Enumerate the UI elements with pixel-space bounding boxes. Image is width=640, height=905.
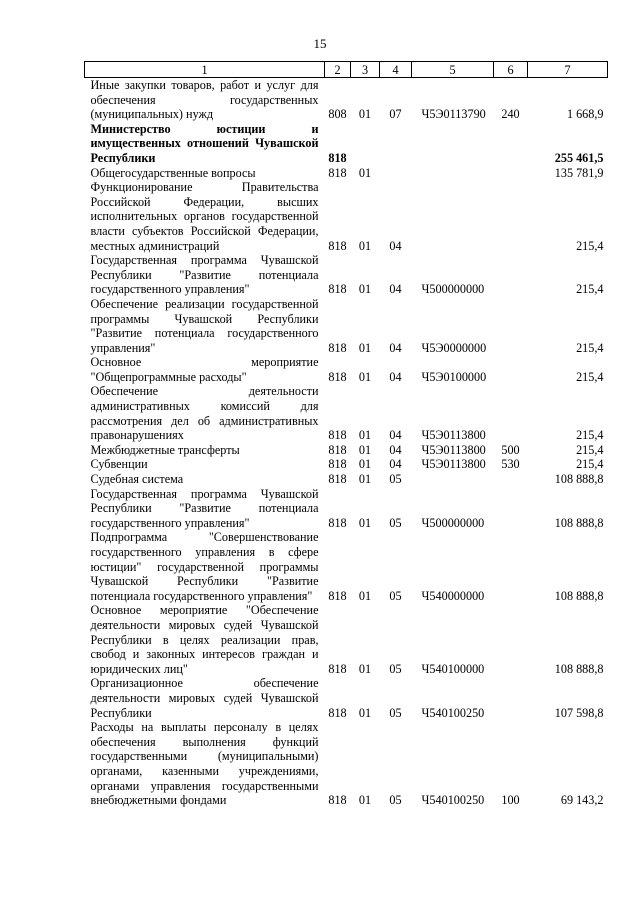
row-vr-code: 500 (501, 442, 520, 457)
row-amount: 215,4 (576, 369, 604, 384)
row-gr-code: 818 (328, 588, 347, 603)
row-pr-code: 04 (389, 238, 402, 253)
row-vr-code (494, 530, 528, 603)
row-gr-code: 818 (328, 793, 347, 808)
row-rz-code: 01 (358, 428, 372, 443)
row-amount: 215,4 (576, 282, 604, 297)
table-row (85, 166, 608, 181)
row-rz-code: 01 (358, 442, 372, 457)
row-amount: 108 888,8 (554, 588, 604, 603)
row-name: Государственная программа Чувашской Республики "Развитие потенциала государственного управления" (90, 486, 319, 530)
row-csr-code: Ч540100250 (421, 705, 485, 720)
row-rz-code: 01 (358, 369, 372, 384)
row-gr-code: 818 (328, 340, 347, 355)
row-name: Обеспечение реализации государственной программы Чувашской Республики "Развитие потенциала государственного управления" (90, 296, 319, 355)
row-csr-code: Ч540000000 (421, 588, 485, 603)
row-gr-code: 818 (328, 442, 347, 457)
row-amount: 215,4 (576, 238, 604, 253)
row-csr-code (412, 472, 494, 487)
row-vr-code: 240 (501, 107, 520, 122)
budget-table (84, 61, 608, 808)
row-vr-code: 100 (501, 793, 520, 808)
row-name: Субвенции (90, 457, 148, 472)
row-amount: 215,4 (576, 442, 604, 457)
table-row (85, 355, 608, 384)
row-name: Министерство юстиции и имущественных отношений Чувашской Республики (90, 121, 319, 165)
row-pr-code: 05 (389, 793, 402, 808)
row-csr-code (412, 166, 494, 181)
row-name: Основное мероприятие "Обеспечение деятельности мировых судей Чувашской Республики в целях реализации прав, свобод и законных интересов граждан и юридических лиц" (90, 603, 319, 676)
row-name: Подпрограмма "Совершенствование государственного управления в сфере юстиции" государственной программы Чувашской Республики "Развитие потенциала государственного управления" (90, 530, 319, 603)
row-csr-code: Ч500000000 (421, 282, 485, 297)
row-rz-code: 01 (358, 165, 372, 180)
row-rz-code: 01 (358, 282, 372, 297)
row-pr-code: 05 (389, 472, 402, 487)
column-header-csr: 5 (412, 62, 494, 78)
row-rz-code: 01 (358, 472, 372, 487)
row-name: Функционирование Правительства Российской Федерации, высших исполнительных органов государственной власти субъектов Российской Федерации, местных администраций (90, 180, 319, 253)
row-csr-code: Ч5Э0113800 (421, 457, 486, 472)
table-row (85, 180, 608, 253)
row-pr-code: 04 (389, 340, 402, 355)
row-vr-code (494, 253, 528, 297)
column-header-pr: 4 (380, 62, 412, 78)
row-name: Основное мероприятие "Общепрограммные расходы" (90, 355, 319, 384)
table-row (85, 472, 608, 487)
row-rz-code: 01 (358, 340, 372, 355)
row-vr-code (494, 355, 528, 384)
row-name: Иные закупки товаров, работ и услуг для обеспечения государственных (муниципальных) нужд (90, 78, 319, 122)
row-name: Расходы на выплаты персоналу в целях обеспечения выполнения функций государственными (муниципальными) органами, казенными учреждениями, органами управления государственными внебюджетными фондами (90, 720, 319, 808)
row-amount: 215,4 (576, 428, 604, 443)
row-rz-code: 01 (358, 705, 372, 720)
row-amount: 108 888,8 (554, 661, 604, 676)
row-pr-code (380, 122, 412, 166)
row-rz-code (351, 122, 380, 166)
table-row (85, 78, 608, 122)
row-rz-code: 01 (358, 515, 372, 530)
table-body (85, 78, 608, 808)
row-csr-code: Ч5Э0113790 (421, 107, 486, 122)
row-csr-code: Ч540100250 (421, 793, 485, 808)
table-row (85, 676, 608, 720)
table-row (85, 487, 608, 531)
row-gr-code: 818 (328, 515, 347, 530)
row-csr-code: Ч5Э0113800 (421, 428, 486, 443)
row-name: Государственная программа Чувашской Республики "Развитие потенциала государственного управления" (90, 253, 319, 297)
row-gr-code: 818 (328, 238, 347, 253)
row-amount: 69 143,2 (560, 793, 604, 808)
table-header (85, 62, 608, 78)
row-pr-code: 04 (389, 369, 402, 384)
row-gr-code: 818 (328, 661, 347, 676)
row-csr-code (412, 180, 494, 253)
column-header-amount: 7 (528, 62, 608, 78)
row-name: Обеспечение деятельности административных комиссий для рассмотрения дел об административных правонарушениях (90, 384, 319, 443)
row-vr-code (494, 297, 528, 355)
row-name: Судебная система (90, 472, 184, 487)
row-vr-code (494, 166, 528, 181)
row-vr-code: 530 (501, 457, 520, 472)
row-amount: 108 888,8 (554, 472, 604, 487)
row-pr-code: 05 (389, 661, 402, 676)
row-rz-code: 01 (358, 457, 372, 472)
row-gr-code: 818 (328, 705, 347, 720)
table-row (85, 253, 608, 297)
row-pr-code: 05 (389, 588, 402, 603)
column-header-name: 1 (85, 62, 325, 78)
row-gr-code: 818 (328, 150, 347, 165)
row-vr-code (494, 384, 528, 442)
column-header-gr: 2 (325, 62, 351, 78)
page-number: 15 (313, 36, 327, 51)
row-rz-code: 01 (358, 661, 372, 676)
table-row (85, 720, 608, 808)
row-gr-code: 818 (328, 282, 347, 297)
row-rz-code: 01 (358, 107, 372, 122)
table-row (85, 122, 608, 166)
row-rz-code: 01 (358, 588, 372, 603)
column-header-rz: 3 (351, 62, 380, 78)
row-pr-code: 04 (389, 282, 402, 297)
row-gr-code: 818 (328, 369, 347, 384)
column-header-vr: 6 (494, 62, 528, 78)
row-pr-code: 05 (389, 515, 402, 530)
row-amount: 135 781,9 (554, 165, 604, 180)
row-amount: 255 461,5 (554, 150, 604, 165)
row-vr-code (494, 180, 528, 253)
row-gr-code: 818 (328, 472, 347, 487)
row-gr-code: 818 (328, 428, 347, 443)
row-csr-code: Ч5Э0000000 (421, 340, 487, 355)
row-rz-code: 01 (358, 238, 372, 253)
row-pr-code: 04 (389, 457, 402, 472)
header-row (85, 62, 608, 78)
row-gr-code: 818 (328, 165, 347, 180)
row-name: Межбюджетные трансферты (90, 442, 240, 457)
row-vr-code (494, 603, 528, 676)
row-vr-code (494, 487, 528, 531)
row-vr-code (494, 472, 528, 487)
row-amount: 215,4 (576, 340, 604, 355)
row-pr-code: 05 (389, 705, 402, 720)
row-name: Общегосударственные вопросы (90, 165, 256, 180)
row-vr-code (494, 676, 528, 720)
row-rz-code: 01 (358, 793, 372, 808)
table-row (85, 384, 608, 442)
row-amount: 1 668,9 (566, 107, 604, 122)
row-amount: 108 888,8 (554, 515, 604, 530)
row-csr-code: Ч5Э0113800 (421, 442, 486, 457)
row-gr-code: 818 (328, 457, 347, 472)
row-vr-code (494, 122, 528, 166)
table-row (85, 443, 608, 458)
table-row (85, 297, 608, 355)
row-amount: 107 598,8 (554, 705, 604, 720)
row-pr-code: 07 (389, 107, 402, 122)
row-csr-code: Ч5Э0100000 (421, 369, 487, 384)
row-csr-code (412, 122, 494, 166)
table-row (85, 530, 608, 603)
row-pr-code: 04 (389, 442, 402, 457)
row-csr-code: Ч500000000 (421, 515, 485, 530)
table-row (85, 457, 608, 472)
row-gr-code: 808 (328, 107, 347, 122)
row-pr-code (380, 166, 412, 181)
row-pr-code: 04 (389, 428, 402, 443)
row-amount: 215,4 (576, 457, 604, 472)
table-row (85, 603, 608, 676)
row-name: Организационное обеспечение деятельности мировых судей Чувашской Республики (90, 676, 319, 720)
row-csr-code: Ч540100000 (421, 661, 485, 676)
